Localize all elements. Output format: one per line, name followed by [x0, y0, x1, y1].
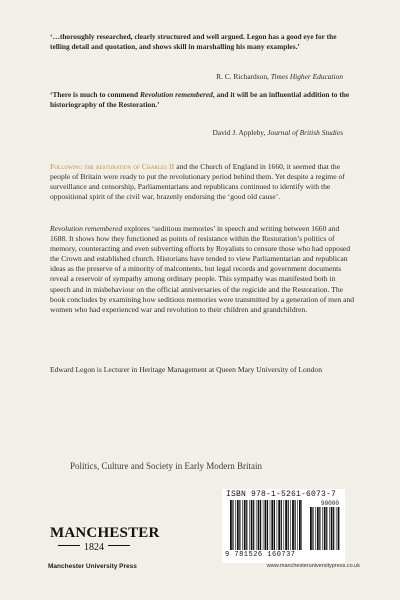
review-quote-1-text: ‘…thoroughly researched, clearly structured and well argued. Legon has a good eye for the telling detail and quotation, and shows skill in marshalling his many examples.’: [50, 32, 337, 51]
publisher-website: www.manchesteruniversitypress.co.uk: [266, 563, 360, 569]
blurb-paragraph-1: [50, 162, 356, 202]
publisher-logo-name: MANCHESTER: [50, 525, 160, 541]
barcode-bars-addon: [310, 507, 340, 550]
blurb-paragraph-2: [50, 224, 356, 315]
review-quote-2-title: Revolution remembered: [139, 90, 213, 99]
review-quote-2-text-before: ‘There is much to commend: [50, 90, 140, 99]
barcode-digits: 9 781526 160737: [225, 551, 296, 559]
blurb-paragraph-2-text: explores ‘seditious memories’ in speech and writing between 1660 and 1688. It shows how they functioned as points of resistance within the Restoration’s politics of memory, counteracting and even subverting efforts by Royalists to censure those who had opposed the Crown and established church. Historians have tended to view Parliamentarian and republican ideas as the preserve of a minority of malcontents, but legal records and government documents reveal a reservoir of sympathy among ordinary people. This sympathy was manifested both in speech and in misbehaviour on the official anniversaries of the regicide and the Restoration. The book concludes by examining how seditious memories were transmitted by a generation of men and women who had experienced war and revolution to their children and grandchildren.: [50, 224, 355, 314]
review-author-2: David J. Appleby,: [212, 128, 266, 137]
publisher-logo-year: 1824: [84, 542, 104, 553]
blurb-lead-in: Following the restoration of Charles II: [50, 162, 175, 171]
logo-rule-right: [108, 545, 130, 546]
review-quote-2: [50, 90, 350, 110]
review-source-1: Times Higher Education: [270, 72, 343, 81]
review-attribution-1: [216, 72, 343, 81]
blurb-paragraph-1-text: and the Church of England in 1660, it seemed that the people of Britain were ready to put the revolutionary period behind them. Yet despite a regime of surveillance and censorship, Parliamentarians and republicans continued to identify with the oppositional spirit of the civil war, brazenly endorsing the ‘good old cause’.: [50, 162, 345, 202]
blurb-book-title: Revolution remembered: [50, 224, 123, 233]
review-source-2: Journal of British Studies: [267, 128, 343, 137]
review-quote-1: [50, 32, 350, 52]
publisher-name: Manchester University Press: [48, 563, 137, 570]
barcode: [222, 489, 345, 563]
barcode-bars-main: [230, 500, 302, 550]
isbn-label: ISBN 978-1-5261-6073-7: [226, 490, 337, 499]
publisher-logo: [50, 525, 160, 563]
review-author-1: R. C. Richardson,: [216, 72, 269, 81]
series-title: Politics, Culture and Society in Early Modern Britain: [70, 461, 262, 471]
author-bio: Edward Legon is Lecturer in Heritage Management at Queen Mary University of London: [50, 365, 323, 374]
review-attribution-2: [212, 128, 343, 137]
price-code: 90000: [320, 500, 339, 507]
review-quote-2-text-after: , and it will be an influential addition to the historiography of the Restoration.’: [50, 90, 350, 109]
